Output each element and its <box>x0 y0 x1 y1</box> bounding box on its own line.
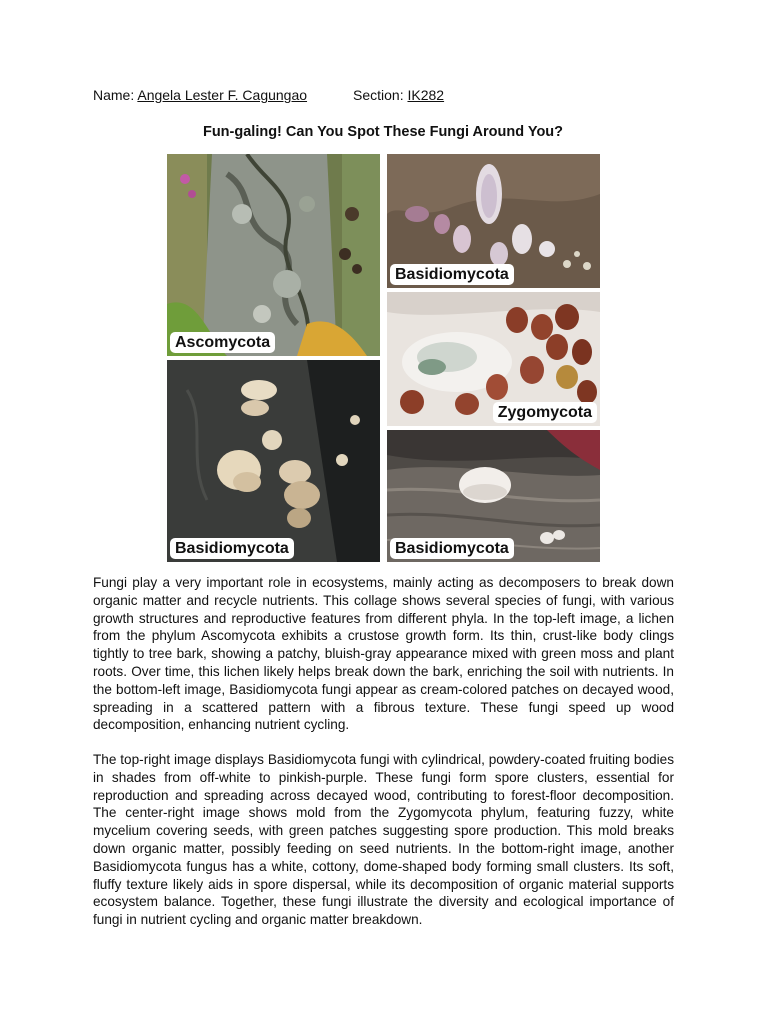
section-field <box>353 87 444 103</box>
label-zygomycota: Zygomycota <box>493 402 597 423</box>
photo-basidiomycota-dome <box>387 430 600 562</box>
photo-zygomycota-mold <box>387 292 600 426</box>
document-title: Fun-galing! Can You Spot These Fungi Around You? <box>202 124 564 140</box>
lichen-bark-image <box>167 154 380 356</box>
section-value: IK282 <box>407 87 445 103</box>
name-label: Name: <box>93 87 135 103</box>
label-ascomycota: Ascomycota <box>170 332 275 353</box>
label-basidiomycota-top-right: Basidiomycota <box>390 264 514 285</box>
body-paragraph-2: The top-right image displays Basidiomycota fungi with cylindrical, powdery-coated fruiting bodies in shades from off-white to pinkish-purple. These fungi form spore clusters, essential for reproduction and spreading across decayed wood, contributing to forest-floor decomposition. The center-right image shows mold from the Zygomycota phylum, featuring fuzzy, white mycelium covering seeds, with green patches suggesting spore production. This mold breaks down organic matter, possibly feeding on seed nutrients. In the bottom-right image, another Basidiomycota fungus has a white, cottony, dome-shaped body forming small clusters. Its soft, fluffy texture likely aids in spore dispersal, while its decomposition of organic material supports ecosystem balance. Together, these fungi illustrate the diversity and ecological importance of fungi in nutrient cycling and organic matter breakdown. <box>93 752 674 928</box>
fungi-collage <box>167 154 600 562</box>
photo-basidiomycota-patches <box>167 360 380 562</box>
name-value: Angela Lester F. Cagungao <box>137 87 308 103</box>
body-paragraph-1: Fungi play a very important role in ecosystems, mainly acting as decomposers to break down organic matter and recycle nutrients. This collage shows several species of fungi, with various growth structures and reproductive features from different phyla. In the top-left image, a lichen from the phylum Ascomycota exhibits a crustose growth form. Its thin, crust-like body clings tightly to tree bark, showing a patchy, bluish-gray appearance mixed with green moss and plant roots. Over time, this lichen likely helps break down the bark, enriching the soil with nutrients. In the bottom-left image, Basidiomycota fungi appear as cream-colored patches on decayed wood, spreading in a scattered pattern with a fibrous texture. These fungi speed up wood decomposition, enhancing nutrient cycling. <box>93 575 674 733</box>
section-label: Section: <box>353 87 404 103</box>
photo-ascomycota-lichen <box>167 154 380 356</box>
cream-patches-image <box>167 360 380 562</box>
photo-basidiomycota-cylindrical <box>387 154 600 288</box>
name-field <box>93 87 307 103</box>
label-basidiomycota-bottom-left: Basidiomycota <box>170 538 294 559</box>
label-basidiomycota-bottom-right: Basidiomycota <box>390 538 514 559</box>
